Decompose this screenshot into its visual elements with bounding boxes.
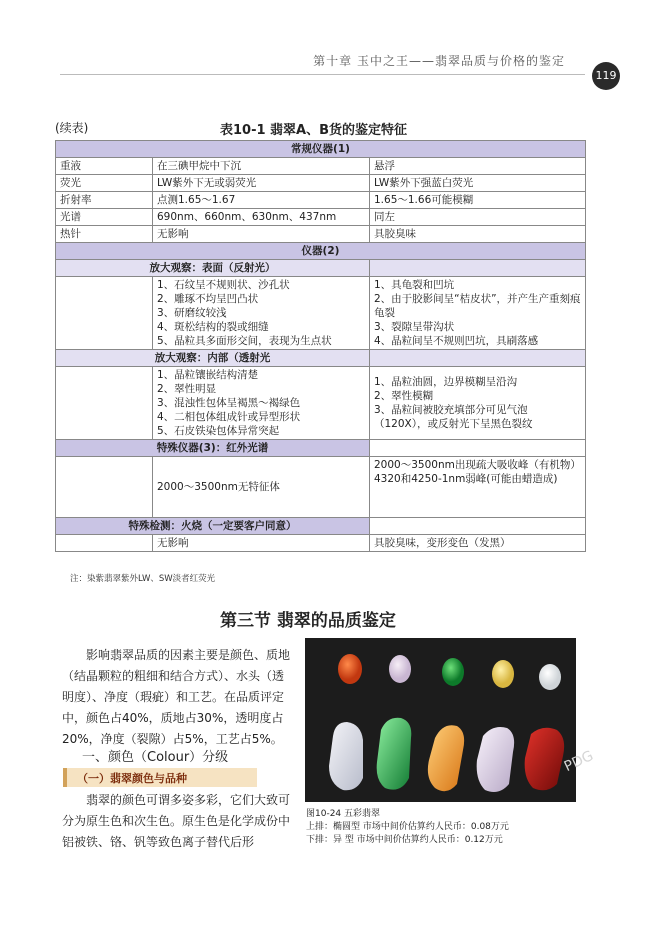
ir-a-cell: 2000～3500nm无特征体 [153, 457, 370, 518]
list-item: 3、研磨纹较浅 [157, 307, 227, 319]
section-row-fire: 特殊检测：火烧（一定要客户同意） [56, 518, 370, 535]
list-item: 2、翠性明显 [157, 383, 217, 395]
list-item: 2、由于胶影间呈“桔皮状”，并产生产重刻痕龟裂 [374, 293, 581, 319]
oval-green-stone [442, 658, 464, 686]
list-item: 2、翠性模糊 [374, 390, 434, 402]
oval-yellow-stone [492, 660, 514, 688]
list-item: 3、裂隙呈带沟状 [374, 321, 455, 333]
section-blank [370, 518, 586, 535]
continued-label: (续表) [55, 121, 89, 135]
table-row [56, 535, 586, 552]
list-item: 3、混浊性包体呈褐黑～褐绿色 [157, 397, 301, 409]
b-cell: 悬浮 [370, 158, 586, 175]
caption-line-top: 上排：椭圆型 市场中间价估算约人民币：0.08万元 [306, 822, 509, 832]
a-cell: LW紫外下无或弱荧光 [153, 175, 370, 192]
page-number: 119 [592, 62, 620, 90]
row-label-empty [56, 457, 153, 518]
subsection-surface: 放大观察：表面（反射光） [56, 260, 370, 277]
row-label: 光谱 [56, 209, 153, 226]
subsection-blank [370, 350, 586, 367]
table-title: 表10-1 翡翠A、B货的鉴定特征 [220, 123, 408, 138]
table-row [56, 192, 586, 209]
subsection-blank [370, 260, 586, 277]
row-label: 折射率 [56, 192, 153, 209]
freeform-clear-stone [329, 722, 363, 790]
section-blank [370, 440, 586, 457]
a-cell: 690nm、660nm、630nm、437nm [153, 209, 370, 226]
list-item: 1、晶粒油圆，边界模糊呈沿沟 [374, 376, 518, 388]
internal-b-cell [370, 367, 586, 440]
b-cell: 同左 [370, 209, 586, 226]
caption-line-bottom: 下排：异 型 市场中间价估算约人民币：0.12万元 [306, 835, 503, 845]
section-row-conventional: 常规仪器(1) [56, 141, 586, 158]
list-item: 2、雕琢不均呈凹凸状 [157, 293, 259, 305]
row-label: 重液 [56, 158, 153, 175]
table-row [56, 367, 586, 440]
table-row [56, 457, 586, 518]
identification-table [55, 140, 586, 552]
table-note: 注：染紫翡翠紫外LW、SW淡者红荧光 [70, 574, 216, 584]
subsection-internal: 放大观察：内部（透射光 [56, 350, 370, 367]
table-row [56, 209, 586, 226]
table-row [56, 158, 586, 175]
list-item: 4、晶粒间呈不规则凹坑，具刷落感 [374, 335, 539, 347]
jade-photo [305, 638, 576, 802]
list-item: 5、晶粒具多面形交间，表现为生点状 [157, 335, 332, 347]
list-item: 1、具龟裂和凹坑 [374, 279, 455, 291]
sub-heading-text: （一）翡翠颜色与品种 [77, 772, 187, 785]
a-cell: 无影响 [153, 226, 370, 243]
b-cell: 1.65～1.66可能模糊 [370, 192, 586, 209]
freeform-green-stone [377, 718, 412, 790]
fire-b-cell: 具胶臭味，变形变色（发黑） [370, 535, 586, 552]
row-label: 热针 [56, 226, 153, 243]
section-row-infrared: 特殊仪器(3)：红外光谱 [56, 440, 370, 457]
internal-a-cell [153, 367, 370, 440]
table-row [56, 226, 586, 243]
b-cell: LW紫外下强蓝白荧光 [370, 175, 586, 192]
surface-a-cell [153, 277, 370, 350]
a-cell: 点测1.65～1.67 [153, 192, 370, 209]
freeform-lavender-stone [477, 727, 514, 792]
list-item: 4320和4250-1nm弱峰(可能由蜡造成) [374, 473, 558, 485]
b-cell: 具胶臭味 [370, 226, 586, 243]
list-item: 4、二相包体组成针或异型形状 [157, 411, 301, 423]
surface-b-cell [370, 277, 586, 350]
freeform-orange-stone [428, 725, 464, 791]
table-row [56, 277, 586, 350]
list-item: 3、晶粒间被胶充填部分可见气泡（120X），或反射光下呈黑色裂纹 [374, 404, 533, 430]
section-row-instrument: 仪器(2) [56, 243, 586, 260]
oval-lavender-stone [389, 655, 411, 683]
pdg-watermark: PDG [561, 747, 596, 776]
figure-caption [306, 808, 586, 847]
intro-paragraph: 影响翡翠品质的因素主要是颜色、质地（结晶颗粒的粗细和结合方式）、水头（透明度）、净度（瑕疵）和工艺。在品质评定中，颜色占40%，质地占30%，透明度占20%，净度（裂隙）占5%，工艺占5%。 [62, 648, 291, 746]
table-row [56, 175, 586, 192]
row-label: 荧光 [56, 175, 153, 192]
row-label-empty [56, 277, 153, 350]
list-item: 5、石皮铁染包体异常突起 [157, 425, 280, 437]
header-divider [60, 74, 585, 75]
fire-a-cell: 无影响 [153, 535, 370, 552]
list-item: 2000～3500nm出现疏大吸收峰（有机物） [374, 459, 581, 471]
ir-b-cell [370, 457, 586, 518]
oval-white-stone [539, 664, 561, 690]
sub-heading-box [63, 768, 257, 787]
section-title: 第三节 翡翠的品质鉴定 [220, 611, 396, 631]
freeform-red-stone [525, 728, 564, 791]
list-item: 1、石纹呈不规则状、沙孔状 [157, 279, 290, 291]
chapter-header: 第十章 玉中之王——翡翠品质与价格的鉴定 [313, 54, 565, 68]
caption-title: 图10-24 五彩翡翠 [306, 809, 381, 819]
list-item: 1、晶粒镶嵌结构清楚 [157, 369, 259, 381]
list-item: 4、斑松结构的裂或细缝 [157, 321, 269, 333]
row-label-empty [56, 535, 153, 552]
a-cell: 在三碘甲烷中下沉 [153, 158, 370, 175]
oval-red-stone [338, 654, 362, 684]
colour-paragraph: 翡翠的颜色可谓多姿多彩，它们大致可分为原生色和次生色。原生色是化学成份中铝被铁、铬、钒等致色离子替代后形 [62, 793, 291, 849]
colour-heading: 一、颜色（Colour）分级 [82, 750, 229, 765]
row-label-empty [56, 367, 153, 440]
